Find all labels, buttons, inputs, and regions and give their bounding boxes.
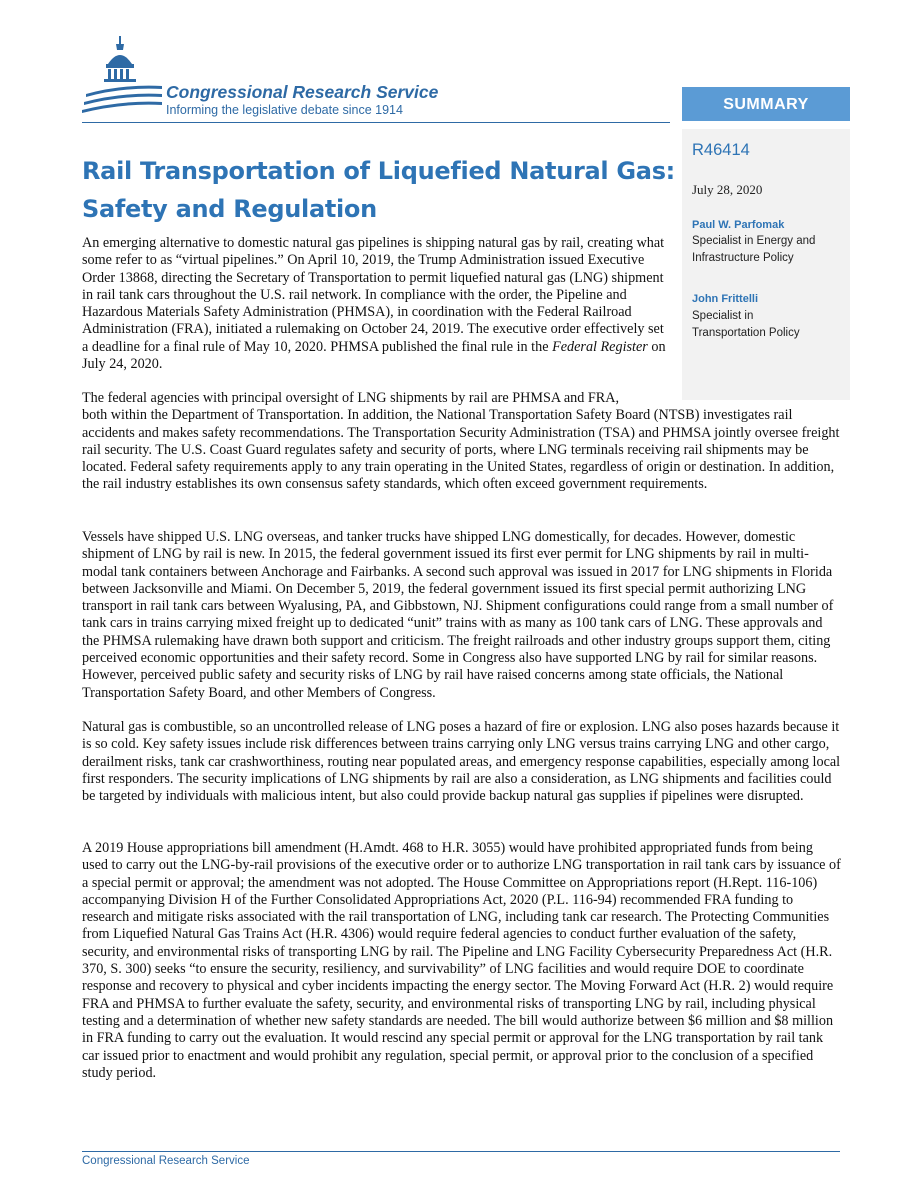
header-divider	[82, 122, 670, 123]
paragraph-1	[82, 235, 672, 373]
paragraph-text: on July 24, 2020.	[82, 338, 666, 373]
title-line: Safety and Regulation	[82, 195, 377, 223]
report-number: R46414	[692, 141, 750, 159]
paragraph-text: The federal agencies with principal oversight of LNG shipments by rail are PHMSA and FRA,	[82, 390, 620, 406]
author-name: John Frittelli	[692, 293, 758, 305]
paragraph-text: An emerging alternative to domestic natural gas pipelines is shipping natural gas by rail, creating what some refer to as “virtual pipelines.” On April 10, 2019, the Trump Administration issued Executive Order 13868, directing the Secretary of Transportation to permit liquefied natural gas (LNG) shipment in rail tank cars throughout the U.S. rail network. In compliance with the order, the Pipeline and Hazardous Materials Safety Administration (PHMSA), in coordination with the Federal Railroad Administration (FRA), initiated a rulemaking on October 24, 2019. The executive order effectively set a deadline for a final rule of May 10, 2020. PHMSA published the final rule in the	[82, 235, 665, 355]
paragraph-2	[82, 390, 842, 494]
footer-org-name: Congressional Research Service	[82, 1155, 250, 1167]
capitol-dome-icon	[82, 34, 162, 124]
author-title: Specialist in Energy and Infrastructure Policy	[692, 235, 816, 264]
author-name: Paul W. Parfomak	[692, 219, 785, 231]
summary-tab: SUMMARY	[682, 87, 850, 121]
footer-divider	[82, 1151, 840, 1152]
author-title: Specialist in Transportation Policy	[692, 310, 800, 339]
report-date: July 28, 2020	[692, 182, 763, 197]
paragraph-3: Vessels have shipped U.S. LNG overseas, and tanker trucks have shipped LNG domestically, for decades. However, domestic shipment of LNG by rail is new. In 2015, the federal government issued its first ever permit for LNG shipments by rail in multi-modal tank containers between Anchorage and Fairbanks. A second such approval was issued in 2017 for LNG shipments in Florida between Jacksonville and Miami. On December 5, 2019, the federal government issued its first special permit authorizing LNG transport in rail tank cars between Wyalusing, PA, and Gibbstown, NJ. Shipment configurations could range from a small number of tank cars in trains carrying mixed freight up to dedicated “unit” trains with as many as 100 tank cars of LNG. These approvals and the PHMSA rulemaking have drawn both support and criticism. The freight railroads and other industry groups support them, citing perceived economic opportunities and their safety record. Some in Congress also have supported LNG by rail for similar reasons. However, perceived public safety and security risks of LNG by rail have raised concerns among state officials, the National Transportation Safety Board, and other Members of Congress.	[82, 529, 834, 701]
title-line: Rail Transportation of Liquefied Natural Gas:	[82, 157, 675, 185]
org-tagline: Informing the legislative debate since 1914	[166, 103, 403, 117]
publication-name: Federal Register	[552, 338, 648, 355]
document-title	[82, 152, 682, 228]
paragraph-4: Natural gas is combustible, so an uncontrolled release of LNG poses a hazard of fire or explosion. LNG also poses hazards because it is so cold. Key safety issues include risk differences between trains carrying only LNG versus trains carrying LNG and other cargo, derailment risks, tank car crashworthiness, routing near populated areas, and emergency response capabilities, especially among local first responders. The security implications of LNG shipments by rail are also a consideration, as LNG shipments and facilities could be targeted by individuals with malicious intent, but also could provide backup natural gas supplies if pipelines were disrupted.	[82, 719, 841, 805]
org-name: Congressional Research Service	[166, 82, 439, 102]
paragraph-text: both within the Department of Transportation. In addition, the National Transportation Safety Board (NTSB) investigates rail accidents and makes safety recommendations. The Transportation Security Administration (TSA) and PHMSA jointly oversee freight rail security. The U.S. Coast Guard regulates safety and security of ports, where LNG terminals receiving rail shipments may be located. Federal safety requirements apply to any train operating in the United States, regardless of origin or destination. In addition, the rail industry establishes its own consensus safety standards, which often exceed government requirements.	[82, 407, 840, 493]
paragraph-5: A 2019 House appropriations bill amendment (H.Amdt. 468 to H.R. 3055) would have prohibited appropriated funds from being used to carry out the LNG-by-rail provisions of the executive order or to authorize LNG transportation in rail tank cars by issuance of a special permit or approval; the amendment was not adopted. The House Committee on Appropriations report (H.Rept. 116-106) accompanying Division H of the Further Consolidated Appropriations Act, 2020 (P.L. 116-94) recommended FRA funding to research and mitigate risks associated with the rail transportation of LNG, including tank car research. The Protecting Communities from Liquefied Natural Gas Trains Act (H.R. 4306) would require federal agencies to conduct further evaluation of the safety, security, and environmental risks of transporting LNG by rail. The Pipeline and LNG Facility Cybersecurity Preparedness Act (H.R. 370, S. 300) seeks “to ensure the security, resiliency, and survivability” of LNG facilities and would require DOE to coordinate response and recovery to physical and cyber incidents impacting the energy sector. The Moving Forward Act (H.R. 2) would require FRA and PHMSA to further evaluate the safety, security, and environmental risks of transporting LNG by rail, including physical testing and a determination of whether new safety standards are needed. The bill would authorize between $6 million and $8 million in FRA funding to carry out the evaluation. It would rescind any special permit or approval for the LNG transportation by rail tank car issued prior to enactment and would prohibit any regulation, special permit, or approval prior to the conclusion of a specified study period.	[82, 840, 841, 1081]
